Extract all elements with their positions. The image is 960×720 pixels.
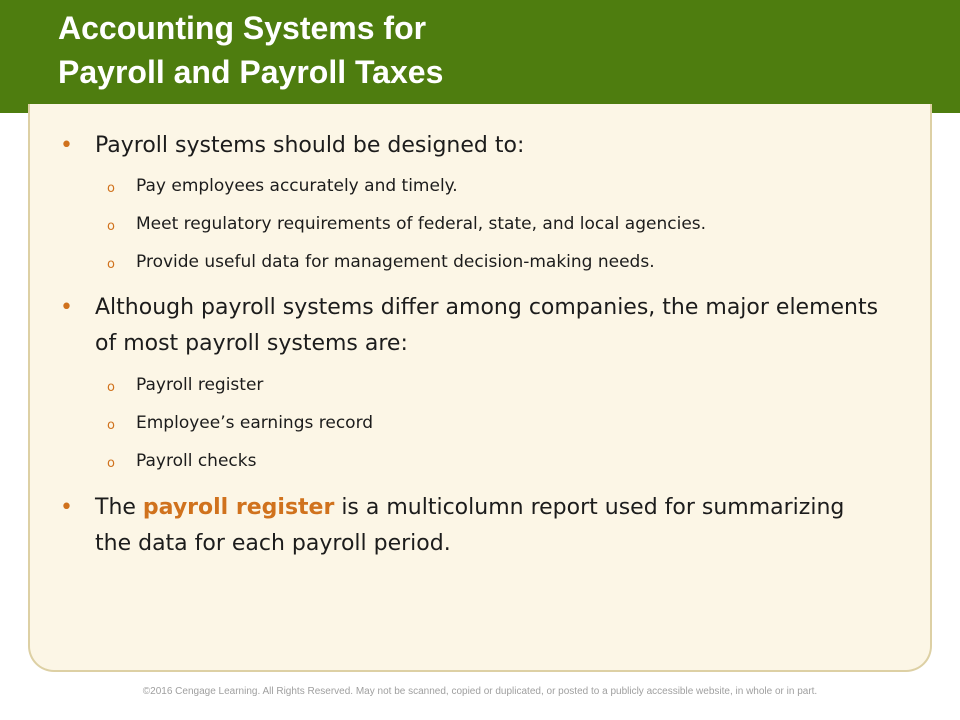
title-bar — [0, 0, 960, 113]
sub-item-2-2: Employee’s earnings record — [136, 413, 374, 433]
bullet-text-1: Payroll systems should be designed to: — [95, 133, 525, 158]
bullet-text-3-end: is a multicolumn report used for summarizing the data for each payroll period. — [95, 495, 845, 556]
sub-item-2-3: Payroll checks — [136, 451, 257, 471]
bullet-marker: • — [60, 133, 73, 158]
sub-bullet-marker: o — [107, 456, 115, 471]
sub-bullet-marker: o — [107, 219, 115, 234]
bullet-marker: • — [60, 295, 73, 320]
sub-item-2-1: Payroll register — [136, 375, 264, 395]
sub-item-1-1: Pay employees accurately and timely. — [136, 176, 458, 196]
copyright-footer: ©2016 Cengage Learning. All Rights Reserved. May not be scanned, copied or duplicated, or posted to a publicly accessible website, in whole or in part. — [142, 686, 818, 697]
bullet-text-3-start: The — [95, 495, 143, 520]
key-term-payroll-register: payroll register — [142, 495, 335, 520]
sub-item-1-3: Provide useful data for management decision-making needs. — [136, 252, 655, 272]
sub-bullet-marker: o — [107, 418, 115, 433]
slide-title-line-2: Payroll and Payroll Taxes — [58, 54, 444, 90]
sub-item-1-2: Meet regulatory requirements of federal, state, and local agencies. — [136, 214, 707, 234]
bullet-marker: • — [60, 495, 73, 520]
sub-bullet-marker: o — [107, 181, 115, 196]
sub-bullet-marker: o — [107, 257, 115, 272]
sub-bullet-marker: o — [107, 380, 115, 395]
slide-title-line-1: Accounting Systems for — [58, 10, 427, 46]
bullet-text-3 — [95, 490, 885, 562]
bullet-text-2: Although payroll systems differ among companies, the major elements of most payroll systems are: — [95, 295, 879, 356]
